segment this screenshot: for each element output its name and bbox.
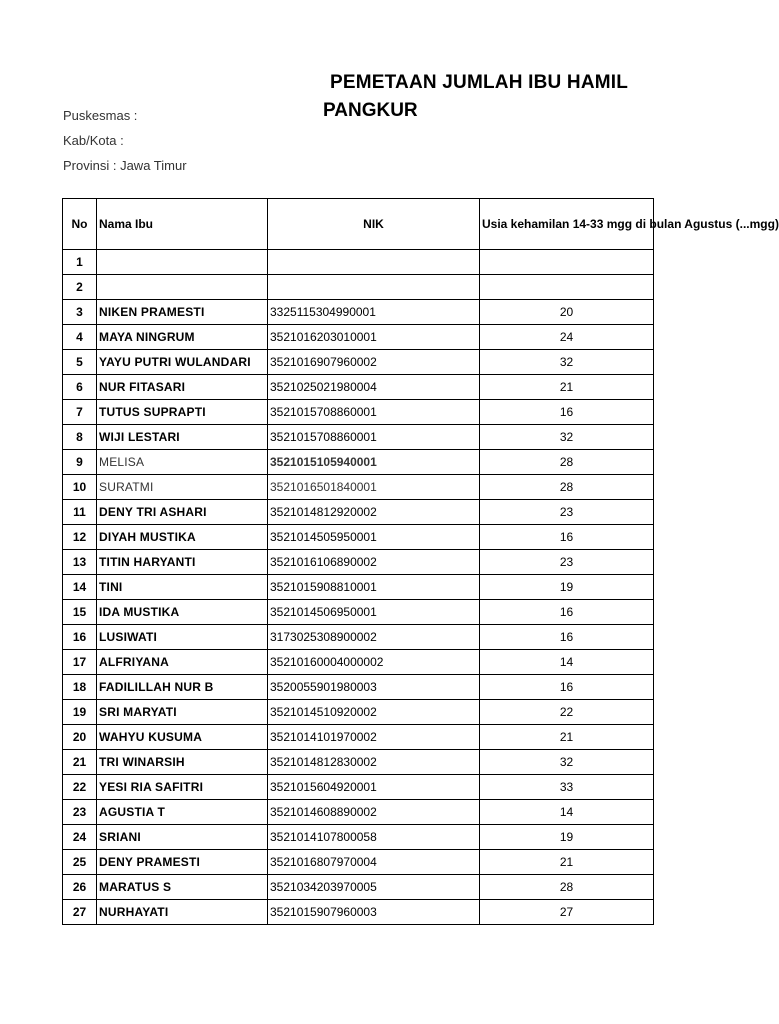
cell-no: 9: [63, 450, 97, 475]
cell-nik: 3521016501840001: [268, 475, 480, 500]
table-row: [63, 725, 654, 750]
cell-usia: 23: [480, 550, 654, 575]
table-row: [63, 400, 654, 425]
cell-no: 1: [63, 250, 97, 275]
cell-usia: 32: [480, 425, 654, 450]
cell-usia: 28: [480, 875, 654, 900]
cell-usia: 21: [480, 375, 654, 400]
table-row: [63, 625, 654, 650]
table-row: [63, 775, 654, 800]
cell-nik: 3521015604920001: [268, 775, 480, 800]
cell-usia: 28: [480, 450, 654, 475]
cell-no: 11: [63, 500, 97, 525]
cell-usia: 32: [480, 750, 654, 775]
cell-nik: 3521014812830002: [268, 750, 480, 775]
table-header-row: [63, 199, 654, 250]
cell-nama: MELISA: [97, 450, 268, 475]
table-row: [63, 450, 654, 475]
cell-no: 25: [63, 850, 97, 875]
cell-nama: DENY PRAMESTI: [97, 850, 268, 875]
cell-nama: WAHYU KUSUMA: [97, 725, 268, 750]
cell-nik: 3521015105940001: [268, 450, 480, 475]
cell-nik: 35210160004000002: [268, 650, 480, 675]
table-row: [63, 675, 654, 700]
cell-no: 13: [63, 550, 97, 575]
cell-no: 8: [63, 425, 97, 450]
cell-no: 27: [63, 900, 97, 925]
table-row: [63, 900, 654, 925]
cell-nik: 3521014107800058: [268, 825, 480, 850]
cell-usia: 16: [480, 675, 654, 700]
cell-no: 10: [63, 475, 97, 500]
cell-nik: 3521015907960003: [268, 900, 480, 925]
cell-nama: SRI MARYATI: [97, 700, 268, 725]
cell-nik: 3521014506950001: [268, 600, 480, 625]
cell-usia: 27: [480, 900, 654, 925]
cell-nik: 3520055901980003: [268, 675, 480, 700]
cell-nama: ALFRIYANA: [97, 650, 268, 675]
table-row: [63, 325, 654, 350]
cell-nama: TITIN HARYANTI: [97, 550, 268, 575]
cell-no: 14: [63, 575, 97, 600]
cell-nama: SURATMI: [97, 475, 268, 500]
table-row: [63, 525, 654, 550]
cell-usia: 28: [480, 475, 654, 500]
cell-usia: 20: [480, 300, 654, 325]
table-row: [63, 700, 654, 725]
cell-nama: IDA MUSTIKA: [97, 600, 268, 625]
cell-no: 18: [63, 675, 97, 700]
cell-no: 22: [63, 775, 97, 800]
cell-nik: 3521015708860001: [268, 425, 480, 450]
cell-nik: 3521016907960002: [268, 350, 480, 375]
cell-usia: 16: [480, 525, 654, 550]
pregnant-mothers-table: [62, 198, 779, 925]
cell-nik: 3521025021980004: [268, 375, 480, 400]
table-row: [63, 275, 654, 300]
table-row: [63, 875, 654, 900]
cell-nik: 3521014101970002: [268, 725, 480, 750]
table-row: [63, 375, 654, 400]
cell-nik: 3521015708860001: [268, 400, 480, 425]
cell-nik: 3521014812920002: [268, 500, 480, 525]
cell-no: 6: [63, 375, 97, 400]
cell-nama: YAYU PUTRI WULANDARI: [97, 350, 268, 375]
cell-usia: 14: [480, 800, 654, 825]
cell-nama: [97, 250, 268, 275]
table-row: [63, 850, 654, 875]
cell-no: 3: [63, 300, 97, 325]
cell-usia: 19: [480, 575, 654, 600]
cell-usia: 24: [480, 325, 654, 350]
cell-nik: 3173025308900002: [268, 625, 480, 650]
column-header-no: No: [63, 199, 97, 250]
cell-nama: LUSIWATI: [97, 625, 268, 650]
cell-nik: 3521014608890002: [268, 800, 480, 825]
table-row: [63, 350, 654, 375]
cell-nama: [97, 275, 268, 300]
cell-usia: [480, 250, 654, 275]
cell-nik: 3521016807970004: [268, 850, 480, 875]
table-row: [63, 600, 654, 625]
cell-usia: 21: [480, 725, 654, 750]
provinsi-label: Provinsi : Jawa Timur: [63, 158, 187, 173]
cell-no: 2: [63, 275, 97, 300]
table-row: [63, 250, 654, 275]
cell-no: 24: [63, 825, 97, 850]
cell-nama: NIKEN PRAMESTI: [97, 300, 268, 325]
table-row: [63, 825, 654, 850]
cell-nama: DIYAH MUSTIKA: [97, 525, 268, 550]
cell-no: 15: [63, 600, 97, 625]
cell-usia: 23: [480, 500, 654, 525]
cell-nik: [268, 275, 480, 300]
table-row: [63, 800, 654, 825]
cell-nama: TUTUS SUPRAPTI: [97, 400, 268, 425]
cell-nama: MAYA NINGRUM: [97, 325, 268, 350]
page-title: PEMETAAN JUMLAH IBU HAMIL: [330, 72, 629, 93]
table-row: [63, 425, 654, 450]
cell-usia: 16: [480, 625, 654, 650]
cell-no: 17: [63, 650, 97, 675]
cell-nik: 3521015908810001: [268, 575, 480, 600]
cell-usia: 14: [480, 650, 654, 675]
table-body: [63, 250, 654, 925]
cell-no: 7: [63, 400, 97, 425]
cell-nik: [268, 250, 480, 275]
table-row: [63, 550, 654, 575]
cell-no: 21: [63, 750, 97, 775]
cell-nama: TINI: [97, 575, 268, 600]
page-subtitle: PANGKUR: [323, 100, 418, 121]
table-row: [63, 500, 654, 525]
cell-nama: SRIANI: [97, 825, 268, 850]
cell-usia: [480, 275, 654, 300]
cell-no: 26: [63, 875, 97, 900]
cell-nik: 3521014505950001: [268, 525, 480, 550]
cell-no: 23: [63, 800, 97, 825]
cell-no: 12: [63, 525, 97, 550]
table-row: [63, 575, 654, 600]
cell-nama: WIJI LESTARI: [97, 425, 268, 450]
cell-nama: NUR FITASARI: [97, 375, 268, 400]
cell-usia: 19: [480, 825, 654, 850]
cell-nama: NURHAYATI: [97, 900, 268, 925]
cell-nama: FADILILLAH NUR B: [97, 675, 268, 700]
column-header-usia: Usia kehamilan 14-33 mgg di bulan Agustus (...mgg): [480, 199, 654, 250]
column-header-nama: Nama Ibu: [97, 199, 268, 250]
kab-kota-label: Kab/Kota :: [63, 133, 124, 148]
cell-nik: 3521014510920002: [268, 700, 480, 725]
table-row: [63, 300, 654, 325]
cell-nik: 3521034203970005: [268, 875, 480, 900]
cell-usia: 32: [480, 350, 654, 375]
cell-usia: 33: [480, 775, 654, 800]
cell-nik: 3521016106890002: [268, 550, 480, 575]
column-header-nik: NIK: [268, 199, 480, 250]
cell-no: 5: [63, 350, 97, 375]
table-row: [63, 475, 654, 500]
cell-no: 19: [63, 700, 97, 725]
cell-usia: 16: [480, 600, 654, 625]
table-row: [63, 650, 654, 675]
cell-no: 16: [63, 625, 97, 650]
puskesmas-label: Puskesmas :: [63, 108, 138, 123]
cell-no: 4: [63, 325, 97, 350]
cell-no: 20: [63, 725, 97, 750]
cell-nama: YESI RIA SAFITRI: [97, 775, 268, 800]
cell-usia: 21: [480, 850, 654, 875]
cell-nama: TRI WINARSIH: [97, 750, 268, 775]
cell-nik: 3521016203010001: [268, 325, 480, 350]
cell-nama: DENY TRI ASHARI: [97, 500, 268, 525]
cell-nik: 3325115304990001: [268, 300, 480, 325]
cell-nama: MARATUS S: [97, 875, 268, 900]
cell-usia: 22: [480, 700, 654, 725]
table-row: [63, 750, 654, 775]
cell-nama: AGUSTIA T: [97, 800, 268, 825]
cell-usia: 16: [480, 400, 654, 425]
